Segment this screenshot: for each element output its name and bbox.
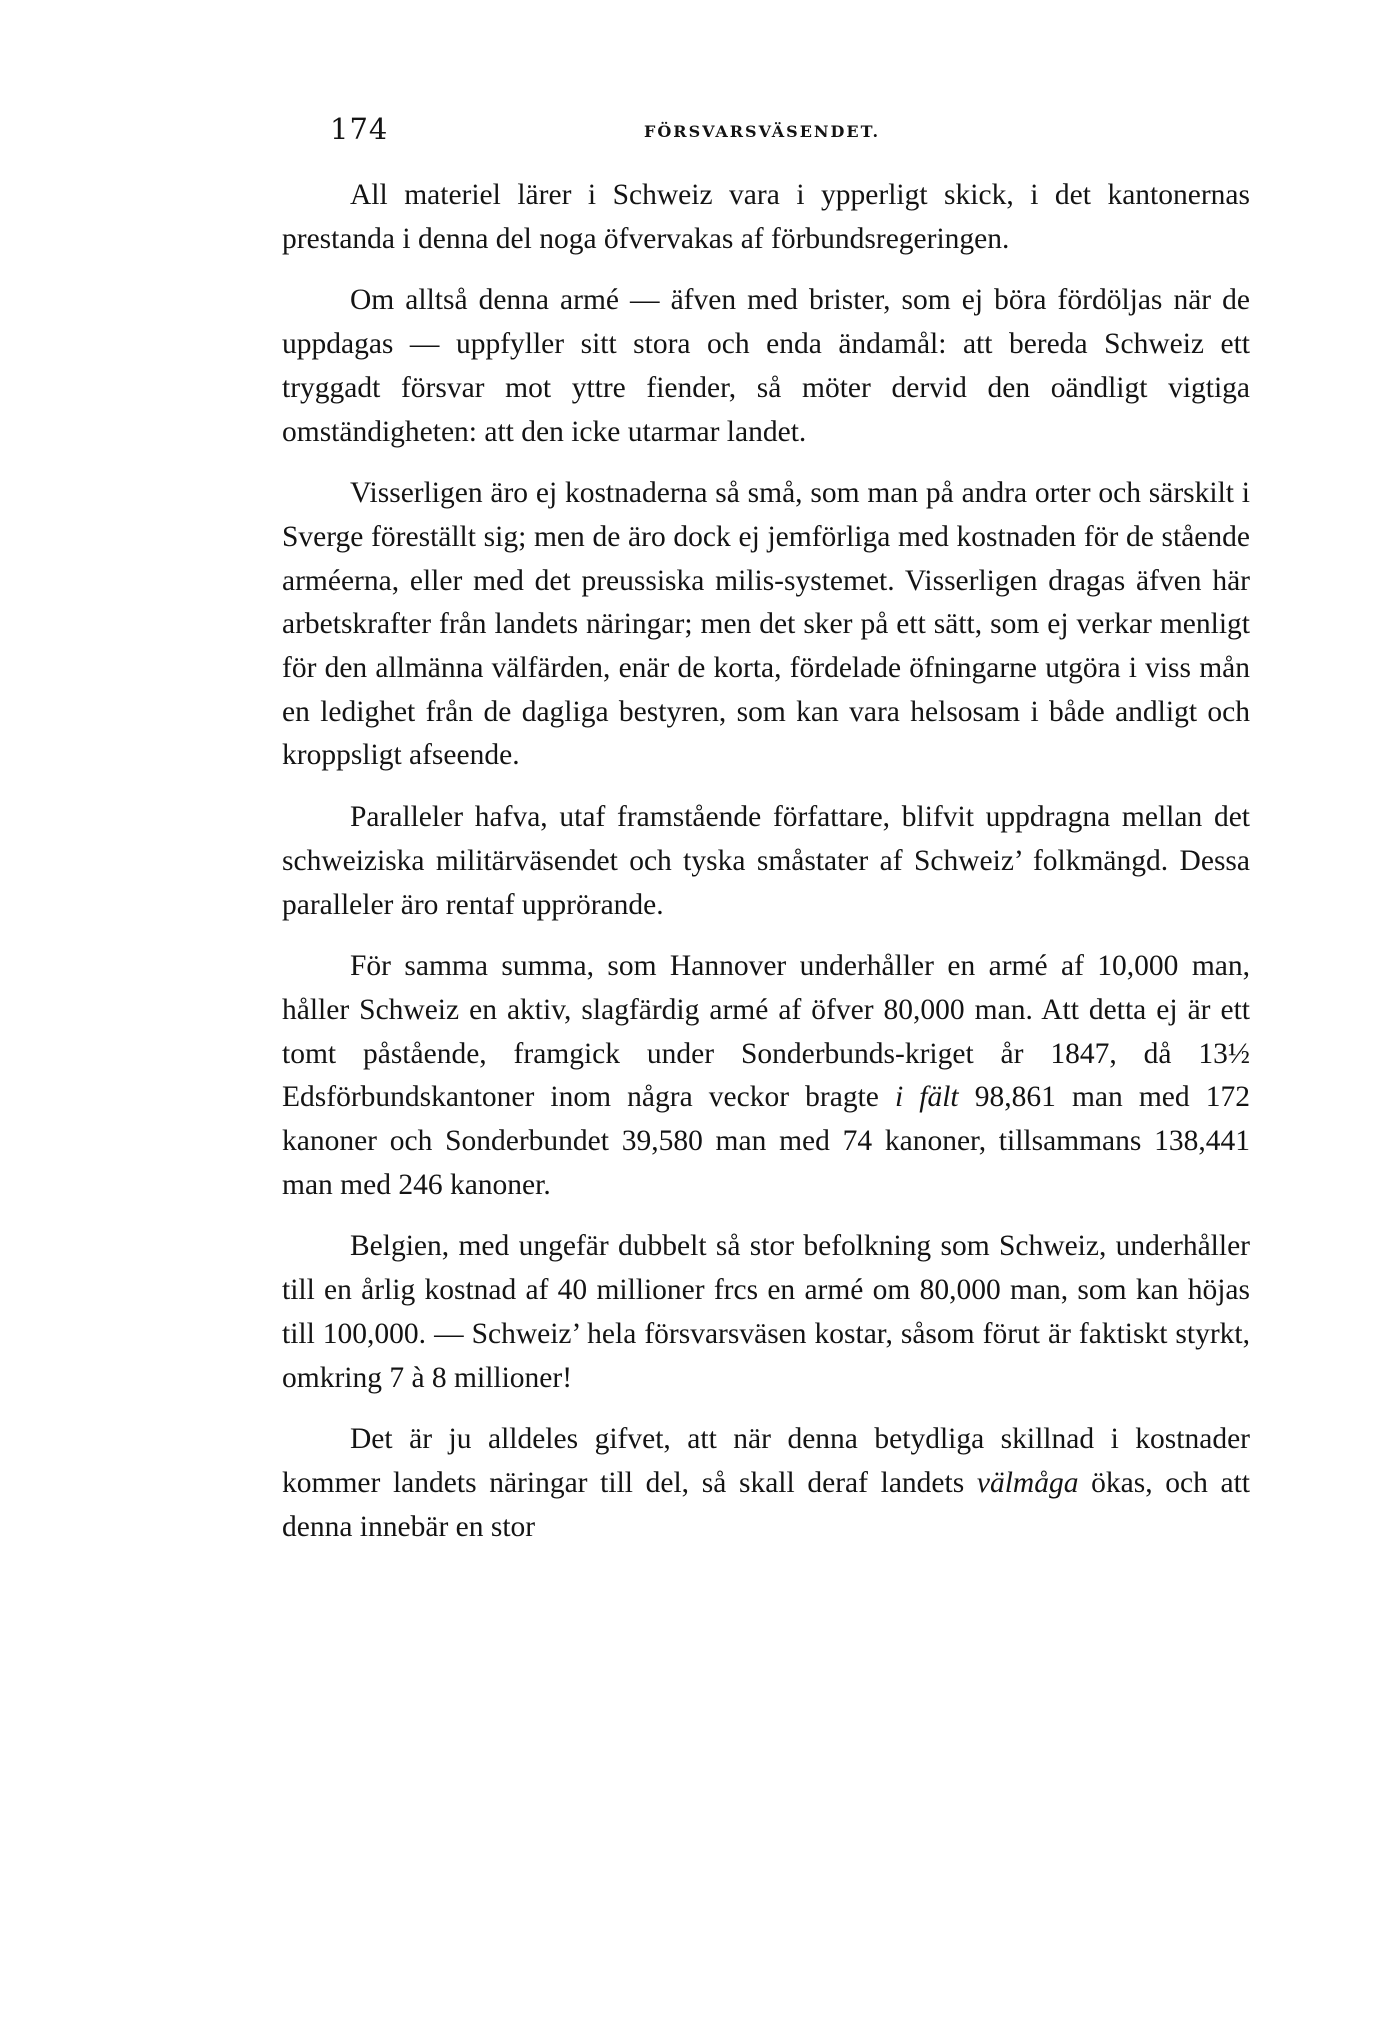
paragraph-7-text-b: ökas, och att denna innebär en stor bbox=[282, 1466, 1251, 1543]
body-text bbox=[282, 174, 1250, 1549]
paragraph-7 bbox=[282, 1418, 1250, 1549]
page-number: 174 bbox=[330, 112, 389, 146]
book-page bbox=[282, 112, 1250, 1567]
paragraph-5-text-b: 98,861 man med 172 kanoner och Sonderbundet 39,580 man med 74 kanoner, tillsammans 138,441 man med 246 kanoner. bbox=[282, 1081, 1250, 1201]
paragraph-6: Belgien, med ungefär dubbelt så stor befolkning som Schweiz, underhåller till en årlig kostnad af 40 millioner frcs en armé om 80,000 man, som kan höjas till 100,000. — Schweiz’ hela försvarsväsen kostar, såsom förut är faktiskt styrkt, omkring 7 à 8 millioner! bbox=[282, 1230, 1250, 1394]
paragraph-4: Paralleler hafva, utaf framstående författare, blifvit uppdragna mellan det schweiziska militärväsendet och tyska småstater af Schweiz’ folkmängd. Dessa paralleler äro rentaf upprörande. bbox=[282, 801, 1250, 921]
paragraph-7-text-a: Det är ju alldeles gifvet, att när denna betydliga skillnad i kostnader kommer landets näringar till del, så skall deraf landets bbox=[282, 1423, 1250, 1499]
running-head bbox=[282, 112, 1250, 152]
paragraph-1: All materiel lärer i Schweiz vara i ypperligt skick, i det kantonernas prestanda i denna del noga öfvervakas af förbundsregeringen. bbox=[282, 179, 1250, 255]
paragraph-5 bbox=[282, 945, 1250, 1207]
running-title: FÖRSVARSVÄSENDET. bbox=[644, 122, 881, 141]
paragraph-5-italic: i fält bbox=[894, 1081, 959, 1114]
paragraph-5-text-a: För samma summa, som Hannover underhåller en armé af 10,000 man, håller Schweiz en aktiv, slagfärdig armé af öfver 80,000 man. Att detta ej är ett tomt påstående, framgick under Sonderbunds-kriget år 1847, då 13½ Edsförbundskantoner inom några veckor bragte bbox=[282, 950, 1250, 1114]
paragraph-3: Visserligen äro ej kostnaderna så små, som man på andra orter och särskilt i Sverge föreställt sig; men de äro dock ej jemförliga med kostnaden för de stående arméerna, eller med det preussiska milis-systemet. Visserligen dragas äfven här arbetskrafter från landets näringar; men det sker på ett sätt, som ej verkar menligt för den allmänna välfärden, enär de korta, fördelade öfningarne utgöra i viss mån en ledighet från de dagliga bestyren, som kan vara helsosam i både andligt och kroppsligt afseende. bbox=[282, 477, 1250, 772]
paragraph-7-italic: välmåga bbox=[976, 1466, 1079, 1499]
paragraph-2: Om alltså denna armé — äfven med brister, som ej böra fördöljas när de uppdagas — uppfyller sitt stora och enda ändamål: att bereda Schweiz ett tryggadt försvar mot yttre fiender, så möter dervid den oändligt vigtiga omständigheten: att den icke utarmar landet. bbox=[282, 284, 1250, 448]
